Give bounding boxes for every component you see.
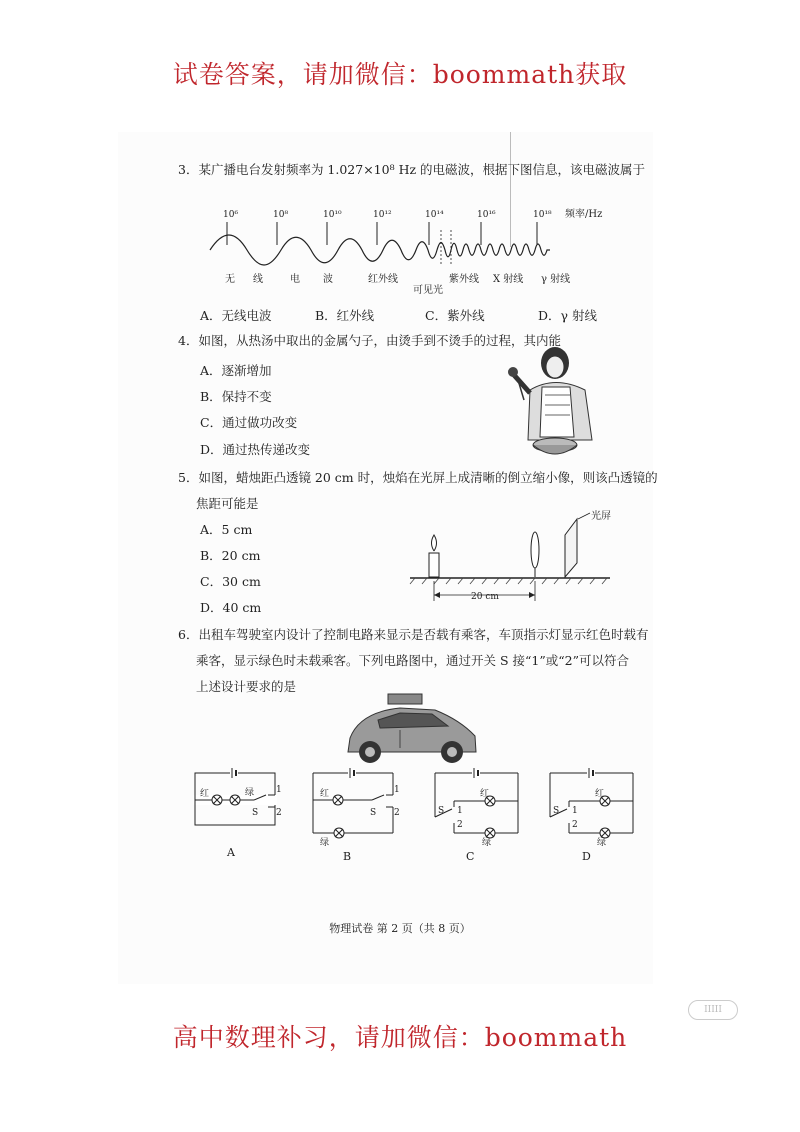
screen-label: 光屏 xyxy=(591,511,611,522)
band-label-2: 线 xyxy=(253,274,263,285)
freq-label-3: 10¹⁰ xyxy=(323,210,342,220)
q4-option-b: B．保持不变 xyxy=(200,389,272,404)
circuit-c-terminal-2: 2 xyxy=(457,820,463,830)
q6-line1: 6．出租车驾驶室内设计了控制电路来显示是否载有乘客，车顶指示灯显示红色时载有 xyxy=(178,627,649,642)
watermark-pill: IIIII xyxy=(688,1000,738,1020)
circuit-a-switch-label: S xyxy=(252,808,259,818)
circuit-d xyxy=(545,765,640,848)
circuit-c-letter: C xyxy=(466,850,475,863)
circuit-a-red-label: 红 xyxy=(200,789,210,799)
band-label-gamma: γ 射线 xyxy=(541,274,571,285)
top-banner: 试卷答案，请加微信：boommath获取 xyxy=(172,60,628,89)
freq-unit-label: 频率/Hz xyxy=(565,209,603,220)
page-footer: 物理试卷 第 2 页（共 8 页） xyxy=(329,922,471,935)
lens-experiment-diagram xyxy=(405,505,620,605)
circuit-d-green-label: 绿 xyxy=(597,838,607,848)
freq-label-2: 10⁸ xyxy=(273,210,289,220)
bottom-banner: 高中数理补习，请加微信：boommath xyxy=(172,1023,628,1052)
band-label-3: 电 xyxy=(290,274,300,285)
q3-option-a: A．无线电波 xyxy=(200,308,272,323)
circuit-c xyxy=(430,765,525,848)
circuit-a-green-label: 绿 xyxy=(245,788,255,798)
circuit-a xyxy=(190,765,280,835)
q3-text: 3．某广播电台发射频率为 1.027×10⁸ Hz 的电磁波，根据下图信息，该电磁波属于 xyxy=(178,162,646,177)
circuit-c-terminal-1: 1 xyxy=(457,806,463,816)
q5-option-c: C．30 cm xyxy=(200,574,261,589)
circuit-b-terminal-2: 2 xyxy=(394,808,400,818)
circuit-a-terminal-1: 1 xyxy=(276,785,282,795)
q6-line3: 上述设计要求的是 xyxy=(196,679,297,694)
freq-label-5: 10¹⁴ xyxy=(425,210,444,220)
chef-with-spoon-illustration xyxy=(500,345,610,460)
circuit-b-switch-label: S xyxy=(370,808,377,818)
circuit-b-letter: B xyxy=(343,850,352,863)
circuit-b-terminal-1: 1 xyxy=(394,785,400,795)
wave-curve xyxy=(210,235,550,265)
q4-option-d: D．通过热传递改变 xyxy=(200,442,311,457)
freq-label-4: 10¹² xyxy=(373,210,392,220)
q4-option-c: C．通过做功改变 xyxy=(200,415,298,430)
distance-label: 20 cm xyxy=(471,592,499,602)
freq-label-7: 10¹⁸ xyxy=(533,210,552,220)
q3-option-b: B．红外线 xyxy=(315,308,375,323)
circuit-b-red-label: 红 xyxy=(320,789,330,799)
q6-line2: 乘客，显示绿色时未载乘客。下列电路图中，通过开关 S 接“1”或“2”可以符合 xyxy=(196,653,629,668)
q5-line2: 焦距可能是 xyxy=(196,496,259,511)
q5-option-d: D．40 cm xyxy=(200,600,262,615)
band-label-infrared: 红外线 xyxy=(368,274,398,285)
circuit-a-terminal-2: 2 xyxy=(276,808,282,818)
q3-option-d: D．γ 射线 xyxy=(538,308,597,323)
circuit-a-letter: A xyxy=(227,846,235,859)
circuit-d-terminal-2: 2 xyxy=(572,820,578,830)
freq-label-6: 10¹⁶ xyxy=(477,210,496,220)
band-label-visible: 可见光 xyxy=(413,285,443,296)
q5-line1: 5．如图，蜡烛距凸透镜 20 cm 时，烛焰在光屏上成清晰的倒立缩小像，则该凸透镜的 xyxy=(178,470,658,485)
q4-text: 4．如图，从热汤中取出的金属勺子，由烫手到不烫手的过程，其内能 xyxy=(178,333,561,348)
circuit-c-switch-label: S xyxy=(438,806,445,816)
circuit-c-red-label: 红 xyxy=(480,789,490,799)
q3-option-c: C．紫外线 xyxy=(425,308,485,323)
circuit-d-letter: D xyxy=(582,850,591,863)
q5-option-b: B．20 cm xyxy=(200,548,261,563)
circuit-c-green-label: 绿 xyxy=(482,838,492,848)
freq-label-1: 10⁶ xyxy=(223,210,239,220)
q5-option-a: A．5 cm xyxy=(200,522,253,537)
circuit-b-green-label: 绿 xyxy=(320,838,330,848)
circuit-b xyxy=(308,765,403,848)
circuit-d-terminal-1: 1 xyxy=(572,806,578,816)
circuit-d-red-label: 红 xyxy=(595,789,605,799)
band-label-xray: X 射线 xyxy=(493,274,524,285)
band-label-ultraviolet: 紫外线 xyxy=(449,274,479,285)
em-spectrum-diagram xyxy=(205,195,625,300)
band-label-1: 无 xyxy=(225,274,235,285)
circuit-d-switch-label: S xyxy=(553,806,560,816)
band-label-4: 波 xyxy=(323,274,333,285)
q4-option-a: A．逐渐增加 xyxy=(200,363,272,378)
taxi-illustration xyxy=(340,690,480,770)
